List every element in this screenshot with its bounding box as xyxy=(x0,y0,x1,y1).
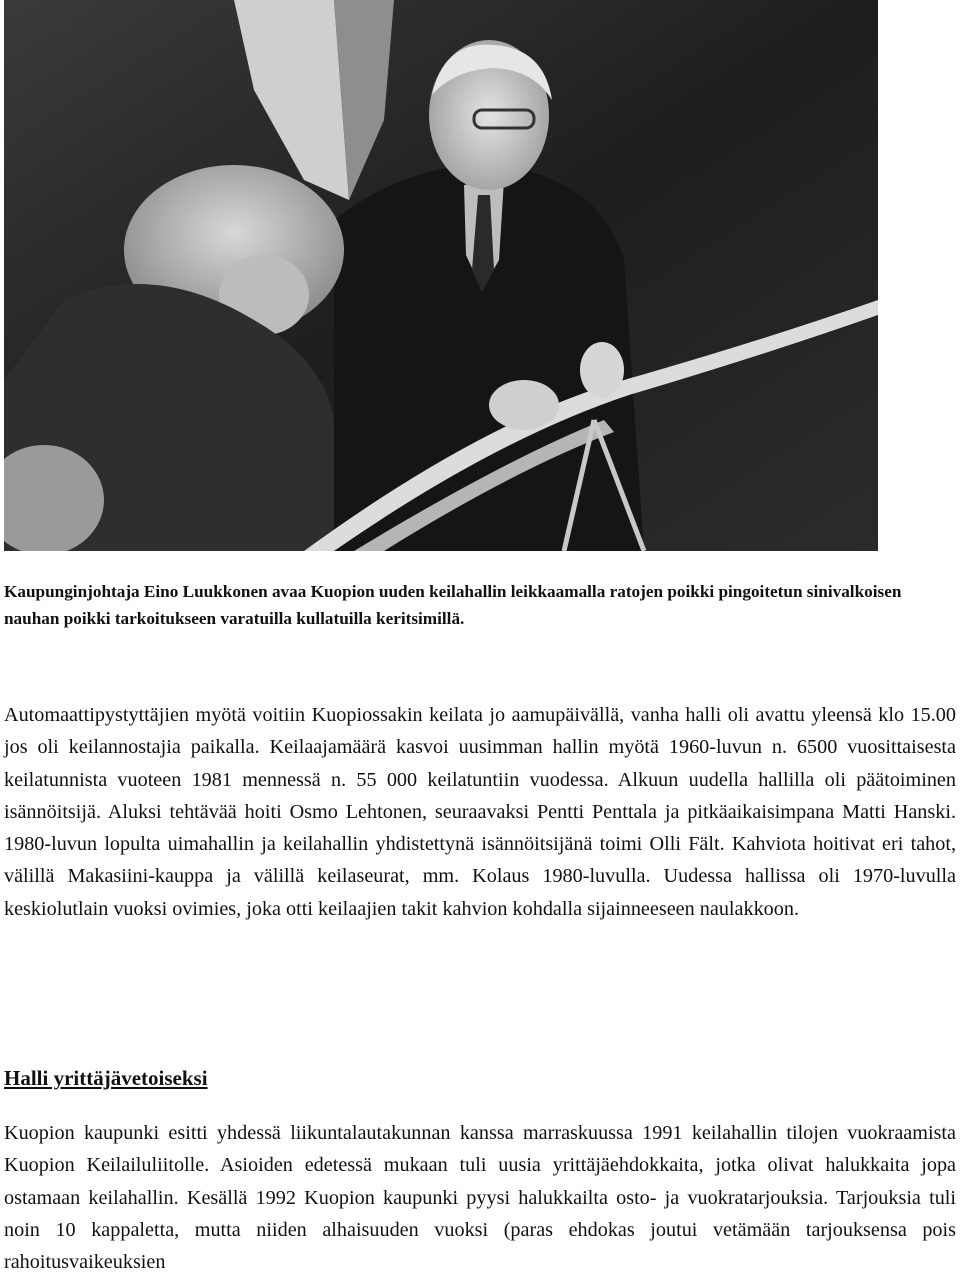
body-paragraph: Automaattipystyttäjien myötä voitiin Kuopiossakin keilata jo aamupäivällä, vanha halli oli avattu yleensä klo 15.00 jos oli keilannostajia paikalla. Keilaajamäärä kasvoi uusimman hallin myötä 1960-luvun n. 6500 vuosittaisesta keilatunnista vuoteen 1981 mennessä n. 55 000 keilatuntiin vuodessa. Alkuun uudella hallilla oli päätoiminen isännöitsijä. Aluksi tehtävää hoiti Osmo Lehtonen, seuraavaksi Pentti Penttala ja pitkäaikaisimpana Matti Hanski. 1980-luvun lopulta uimahallin ja keilahallin yhdistettynä isännöitsijänä toimi Olli Fält. Kahviota hoitivat eri tahot, välillä Makasiini-kauppa ja välillä keilaseurat, mm. Kolaus 1980-luvulla. Uudessa hallissa oli 1970-luvulla keskiolutlain vuoksi ovimies, joka otti keilaajien takit kahvion kohdalla sijainneeseen naulakkoon. xyxy=(4,704,956,920)
photo-caption: Kaupunginjohtaja Eino Luukkonen avaa Kuopion uuden keilahallin leikkaamalla ratojen poikki pingoitetun sinivalkoisen nauhan poikki tarkoitukseen varatuilla kullatuilla keritsimillä. xyxy=(4,582,902,628)
body-paragraph: Kuopion kaupunki esitti yhdessä liikuntalautakunnan kanssa marraskuussa 1991 keilahallin tilojen vuokraamista Kuopion Keilailuliitolle. Asioiden edetessä mukaan tuli uusia yrittäjäehdokkaita, jotka olivat halukkaita jopa ostamaan keilahallin. Kesällä 1992 Kuopion kaupunki pyysi halukkailta osto- ja vuokratarjouksia. Tarjouksia tuli noin 10 kappaletta, mutta niiden alhaisuuden vuoksi (paras ehdokas joutui vetämään tarjouksensa pois rahoitusvaikeuksien xyxy=(4,1122,956,1274)
section-heading: Halli yrittäjävetoiseksi xyxy=(4,1066,208,1090)
ribbon-cutting-photo xyxy=(4,0,878,551)
